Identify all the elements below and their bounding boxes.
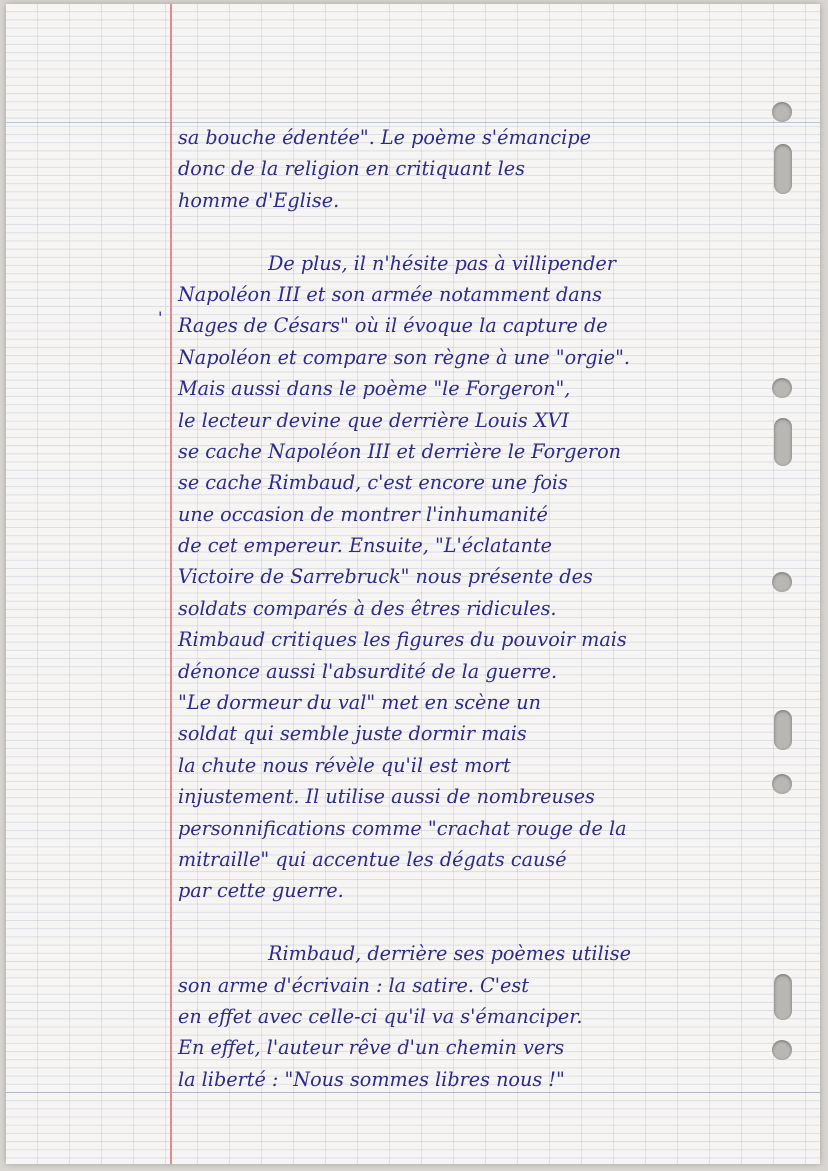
text-line: la chute nous révèle qu'il est mort (178, 753, 511, 777)
text-line: par cette guerre. (178, 879, 344, 903)
margin-mark: ' (158, 308, 163, 327)
text-line: dénonce aussi l'absurdité de la guerre. (178, 659, 558, 683)
text-line: "Le dormeur du val" met en scène un (178, 691, 541, 715)
text-line: Rimbaud, derrière ses poèmes utilise (268, 942, 631, 966)
text-line: se cache Rimbaud, c'est encore une fois (178, 471, 568, 495)
text-line: En effet, l'auteur rêve d'un chemin vers (178, 1036, 565, 1060)
text-line: mitraille" qui accentue les dégats causé (178, 847, 567, 871)
text-line: injustement. Il utilise aussi de nombreuses (178, 785, 595, 809)
text-line: De plus, il n'hésite pas à villipender (268, 251, 616, 275)
text-line: se cache Napoléon III et derrière le Forgeron (178, 439, 622, 463)
text-line: Victoire de Sarrebruck" nous présente des (178, 565, 593, 589)
text-line: sa bouche édentée". Le poème s'émancipe (178, 126, 591, 149)
margin-line (170, 4, 172, 1164)
text-line: Napoléon et compare son règne à une "orgie". (178, 345, 631, 369)
text-line: son arme d'écrivain : la satire. C'est (178, 973, 529, 997)
text-line: soldat qui semble juste dormir mais (178, 722, 527, 746)
text-line: le lecteur devine que derrière Louis XVI (178, 408, 569, 432)
blank-line (178, 907, 794, 938)
text-line: en effet avec celle-ci qu'il va s'émanciper. (178, 1004, 583, 1028)
text-line: de cet empereur. Ensuite, "L'éclatante (178, 534, 553, 558)
text-line: donc de la religion en critiquant les (178, 157, 525, 181)
blank-line (178, 216, 794, 247)
text-line: homme d'Eglise. (178, 188, 340, 212)
notebook-page (6, 4, 820, 1164)
text-line: Napoléon III et son armée notamment dans (178, 282, 602, 306)
handwritten-text (178, 122, 794, 1095)
text-line: la liberté : "Nous sommes libres nous !" (178, 1067, 565, 1091)
text-line: Mais aussi dans le poème "le Forgeron", (178, 377, 571, 401)
text-line: personnifications comme "crachat rouge de la (178, 816, 627, 840)
text-line: une occasion de montrer l'inhumanité (178, 502, 548, 526)
text-line: Rimbaud critiques les figures du pouvoir mais (178, 628, 627, 652)
text-line: soldats comparés à des êtres ridicules. (178, 596, 557, 620)
text-line: Rages de Césars" où il évoque la capture de (178, 314, 608, 338)
binder-hole (772, 102, 792, 122)
